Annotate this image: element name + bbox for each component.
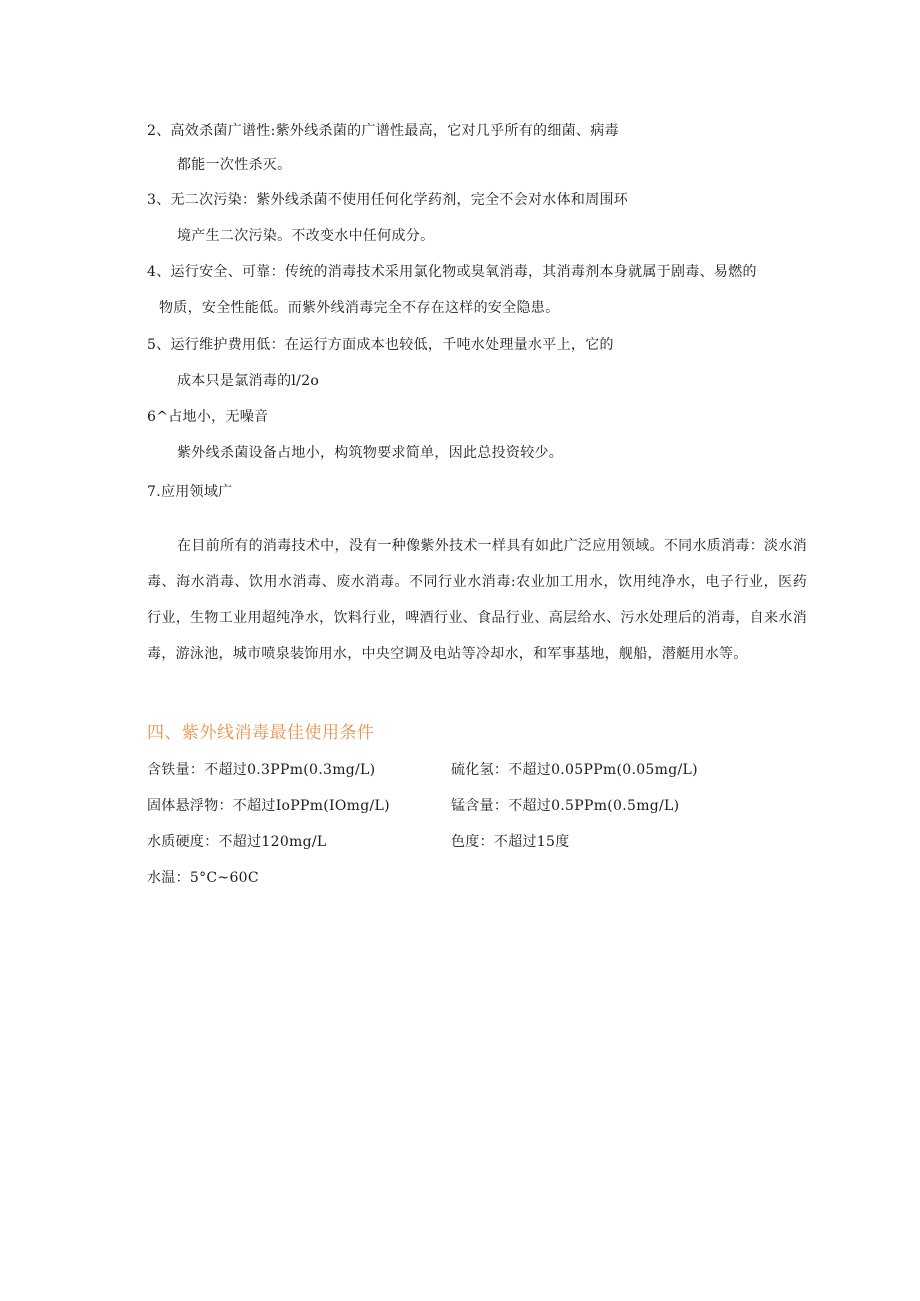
section-4-heading: 四、紫外线消毒最佳使用条件 [147,723,375,743]
item-6-line-1: 6^占地小，无噪音 [147,409,269,425]
item-3-line-2: 境产生二次污染。不改变水中任何成分。 [177,228,435,244]
item-2-line-1: 2、高效杀菌广谱性:紫外线杀菌的广谱性最高，它对几乎所有的细菌、病毒 [147,123,619,139]
item-4-line-1: 4、运行安全、可靠：传统的消毒技术采用氯化物或臭氧消毒，其消毒剂本身就属于剧毒、易燃的 [147,264,757,280]
item-2-line-2: 都能一次性杀灭。 [177,157,292,173]
item-4-line-2: 物质，安全性能低。而紫外线消毒完全不存在这样的安全隐患。 [159,300,560,316]
applications-paragraph: 在目前所有的消毒技术中，没有一种像紫外技术一样具有如此广泛应用领域。不同水质消毒：淡水消毒、海水消毒、饮用水消毒、废水消毒。不同行业水消毒:农业加工用水，饮用纯净水，电子行业，医药行业，生物工业用超纯净水，饮料行业，啤酒行业、食品行业、高层给水、污水处理后的消毒，自来水消毒，游泳池，城市喷泉装饰用水，中央空调及电站等冷却水，和军事基地，舰船，潜艇用水等。 [147,538,807,662]
condition-hardness: 水质硬度：不超过120mg/L [147,834,327,850]
item-6-line-2: 紫外线杀菌设备占地小，构筑物要求简单，因此总投资较少。 [177,445,564,461]
item-5-line-1: 5、运行维护费用低：在运行方面成本也较低，千吨水处理量水平上，它的 [147,337,614,353]
condition-suspended-solids: 固体悬浮物：不超过IoPPm(IOmg/L) [147,798,390,814]
condition-h2s: 硫化氢：不超过0.05PPm(0.05mg/L) [451,762,698,778]
item-7-line-1: 7.应用领域广 [147,484,233,500]
condition-color: 色度：不超过15度 [451,834,570,850]
condition-iron: 含铁量：不超过0.3PPm(0.3mg/L) [147,762,376,778]
condition-manganese: 锰含量：不超过0.5PPm(0.5mg/L) [451,798,680,814]
condition-temperature: 水温：5°C~60C [147,870,259,886]
item-3-line-1: 3、无二次污染：紫外线杀菌不使用任何化学药剂，完全不会对水体和周围环 [147,192,629,208]
item-5-line-2: 成本只是氯消毒的l/2o [177,373,320,389]
